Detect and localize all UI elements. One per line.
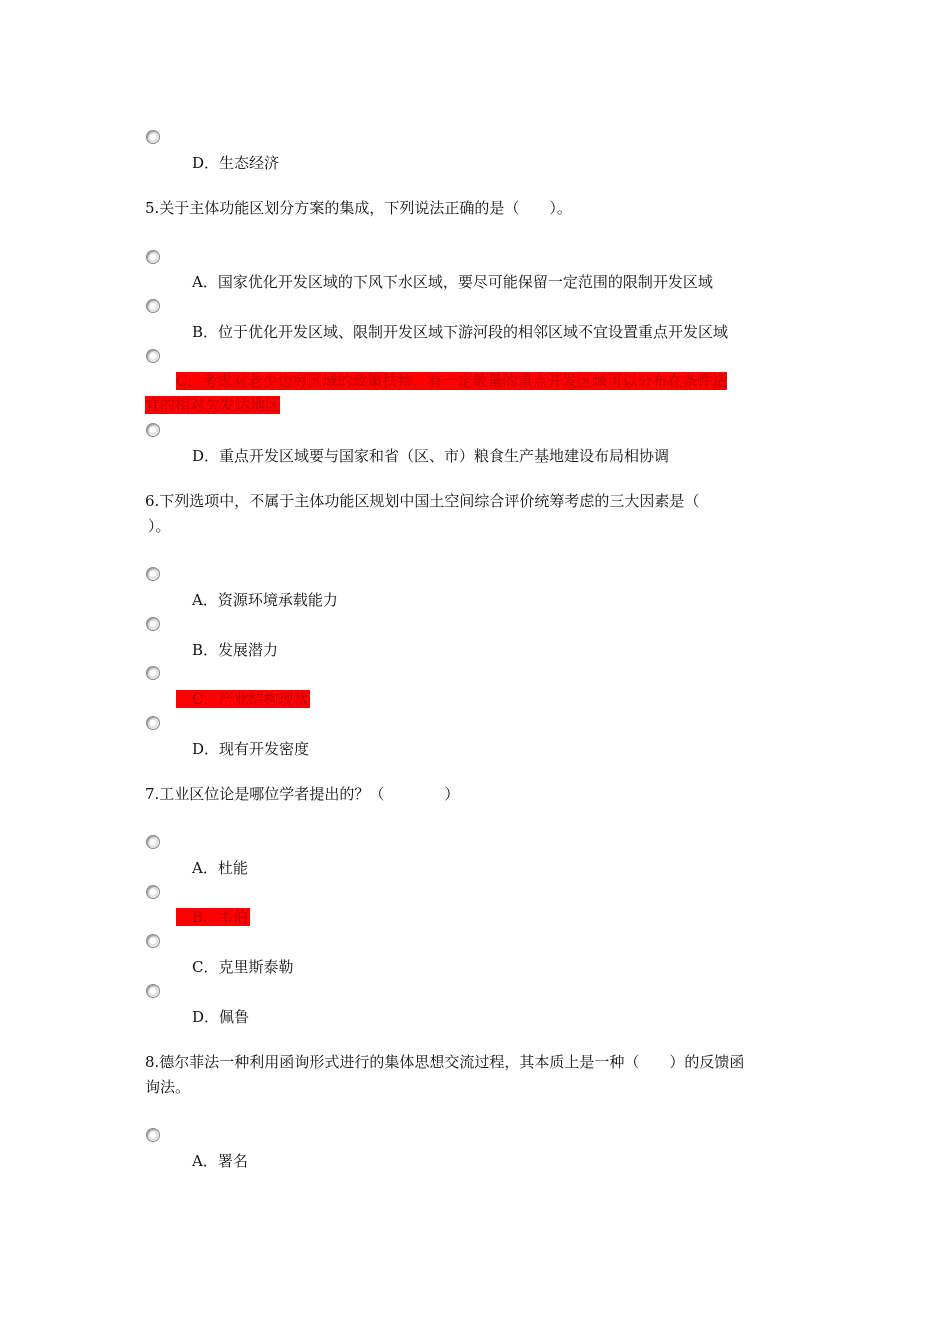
q6-option-b-radio[interactable] bbox=[146, 617, 160, 631]
q8-stem-line2: 询法。 bbox=[145, 1078, 191, 1096]
q5-option-d-radio[interactable] bbox=[146, 423, 160, 437]
q5-option-a-label: A．国家优化开发区域的下风下水区域，要尽可能保留一定范围的限制开发区域 bbox=[192, 273, 713, 291]
q6-option-c-label bbox=[176, 687, 310, 711]
q5-option-c-line1: C．考虑对老少边穷区域的政策扶持，有一定数量的重点开发区域可以分布在条件适 bbox=[176, 372, 728, 390]
q7-option-c-label: C．克里斯泰勒 bbox=[192, 958, 294, 976]
q6-option-b-label: B．发展潜力 bbox=[192, 641, 279, 659]
q5-option-b-label: B．位于优化开发区域、限制开发区域下游河段的相邻区域不宜设置重点开发区域 bbox=[192, 323, 729, 341]
q6-stem-line1: 6.下列选项中，不属于主体功能区规划中国土空间综合评价统筹考虑的三大因素是（ bbox=[145, 492, 700, 510]
q7-option-d-label: D．佩鲁 bbox=[192, 1008, 250, 1026]
q6-option-c-text: C．产业结构现状 bbox=[176, 690, 310, 708]
q8-stem-line1: 8.德尔菲法一种利用函询形式进行的集体思想交流过程，其本质上是一种（ ）的反馈函 bbox=[145, 1053, 745, 1071]
q6-option-d-label: D．现有开发密度 bbox=[192, 740, 310, 758]
q5-option-c-line2: 宜的相对欠发达地区 bbox=[145, 396, 281, 414]
q7-stem: 7.工业区位论是哪位学者提出的？（ ） bbox=[145, 785, 460, 803]
q7-option-b-radio[interactable] bbox=[146, 885, 160, 899]
q4-option-d-label: D．生态经济 bbox=[192, 154, 280, 172]
q5-option-c-radio[interactable] bbox=[146, 349, 160, 363]
q7-option-a-label: A．杜能 bbox=[192, 859, 248, 877]
q5-option-c-label bbox=[145, 369, 805, 417]
q6-stem-line2: ）。 bbox=[148, 517, 171, 535]
q7-option-b-label bbox=[176, 905, 250, 929]
q7-option-a-radio[interactable] bbox=[146, 835, 160, 849]
q5-option-d-label: D．重点开发区域要与国家和省（区、市）粮食生产基地建设布局相协调 bbox=[192, 447, 670, 465]
q5-option-a-radio[interactable] bbox=[146, 250, 160, 264]
q5-stem: 5.关于主体功能区划分方案的集成，下列说法正确的是（ ）。 bbox=[145, 199, 572, 217]
q8-option-a-radio[interactable] bbox=[146, 1128, 160, 1142]
q8-option-a-label: A．署名 bbox=[192, 1152, 248, 1170]
q6-option-a-radio[interactable] bbox=[146, 567, 160, 581]
q7-option-b-text: B．韦伯 bbox=[176, 908, 250, 926]
q6-option-d-radio[interactable] bbox=[146, 716, 160, 730]
q7-option-c-radio[interactable] bbox=[146, 934, 160, 948]
q6-option-a-label: A．资源环境承载能力 bbox=[192, 591, 338, 609]
q4-option-d-radio[interactable] bbox=[146, 130, 160, 144]
q5-option-b-radio[interactable] bbox=[146, 299, 160, 313]
q7-option-d-radio[interactable] bbox=[146, 984, 160, 998]
q6-option-c-radio[interactable] bbox=[146, 666, 160, 680]
